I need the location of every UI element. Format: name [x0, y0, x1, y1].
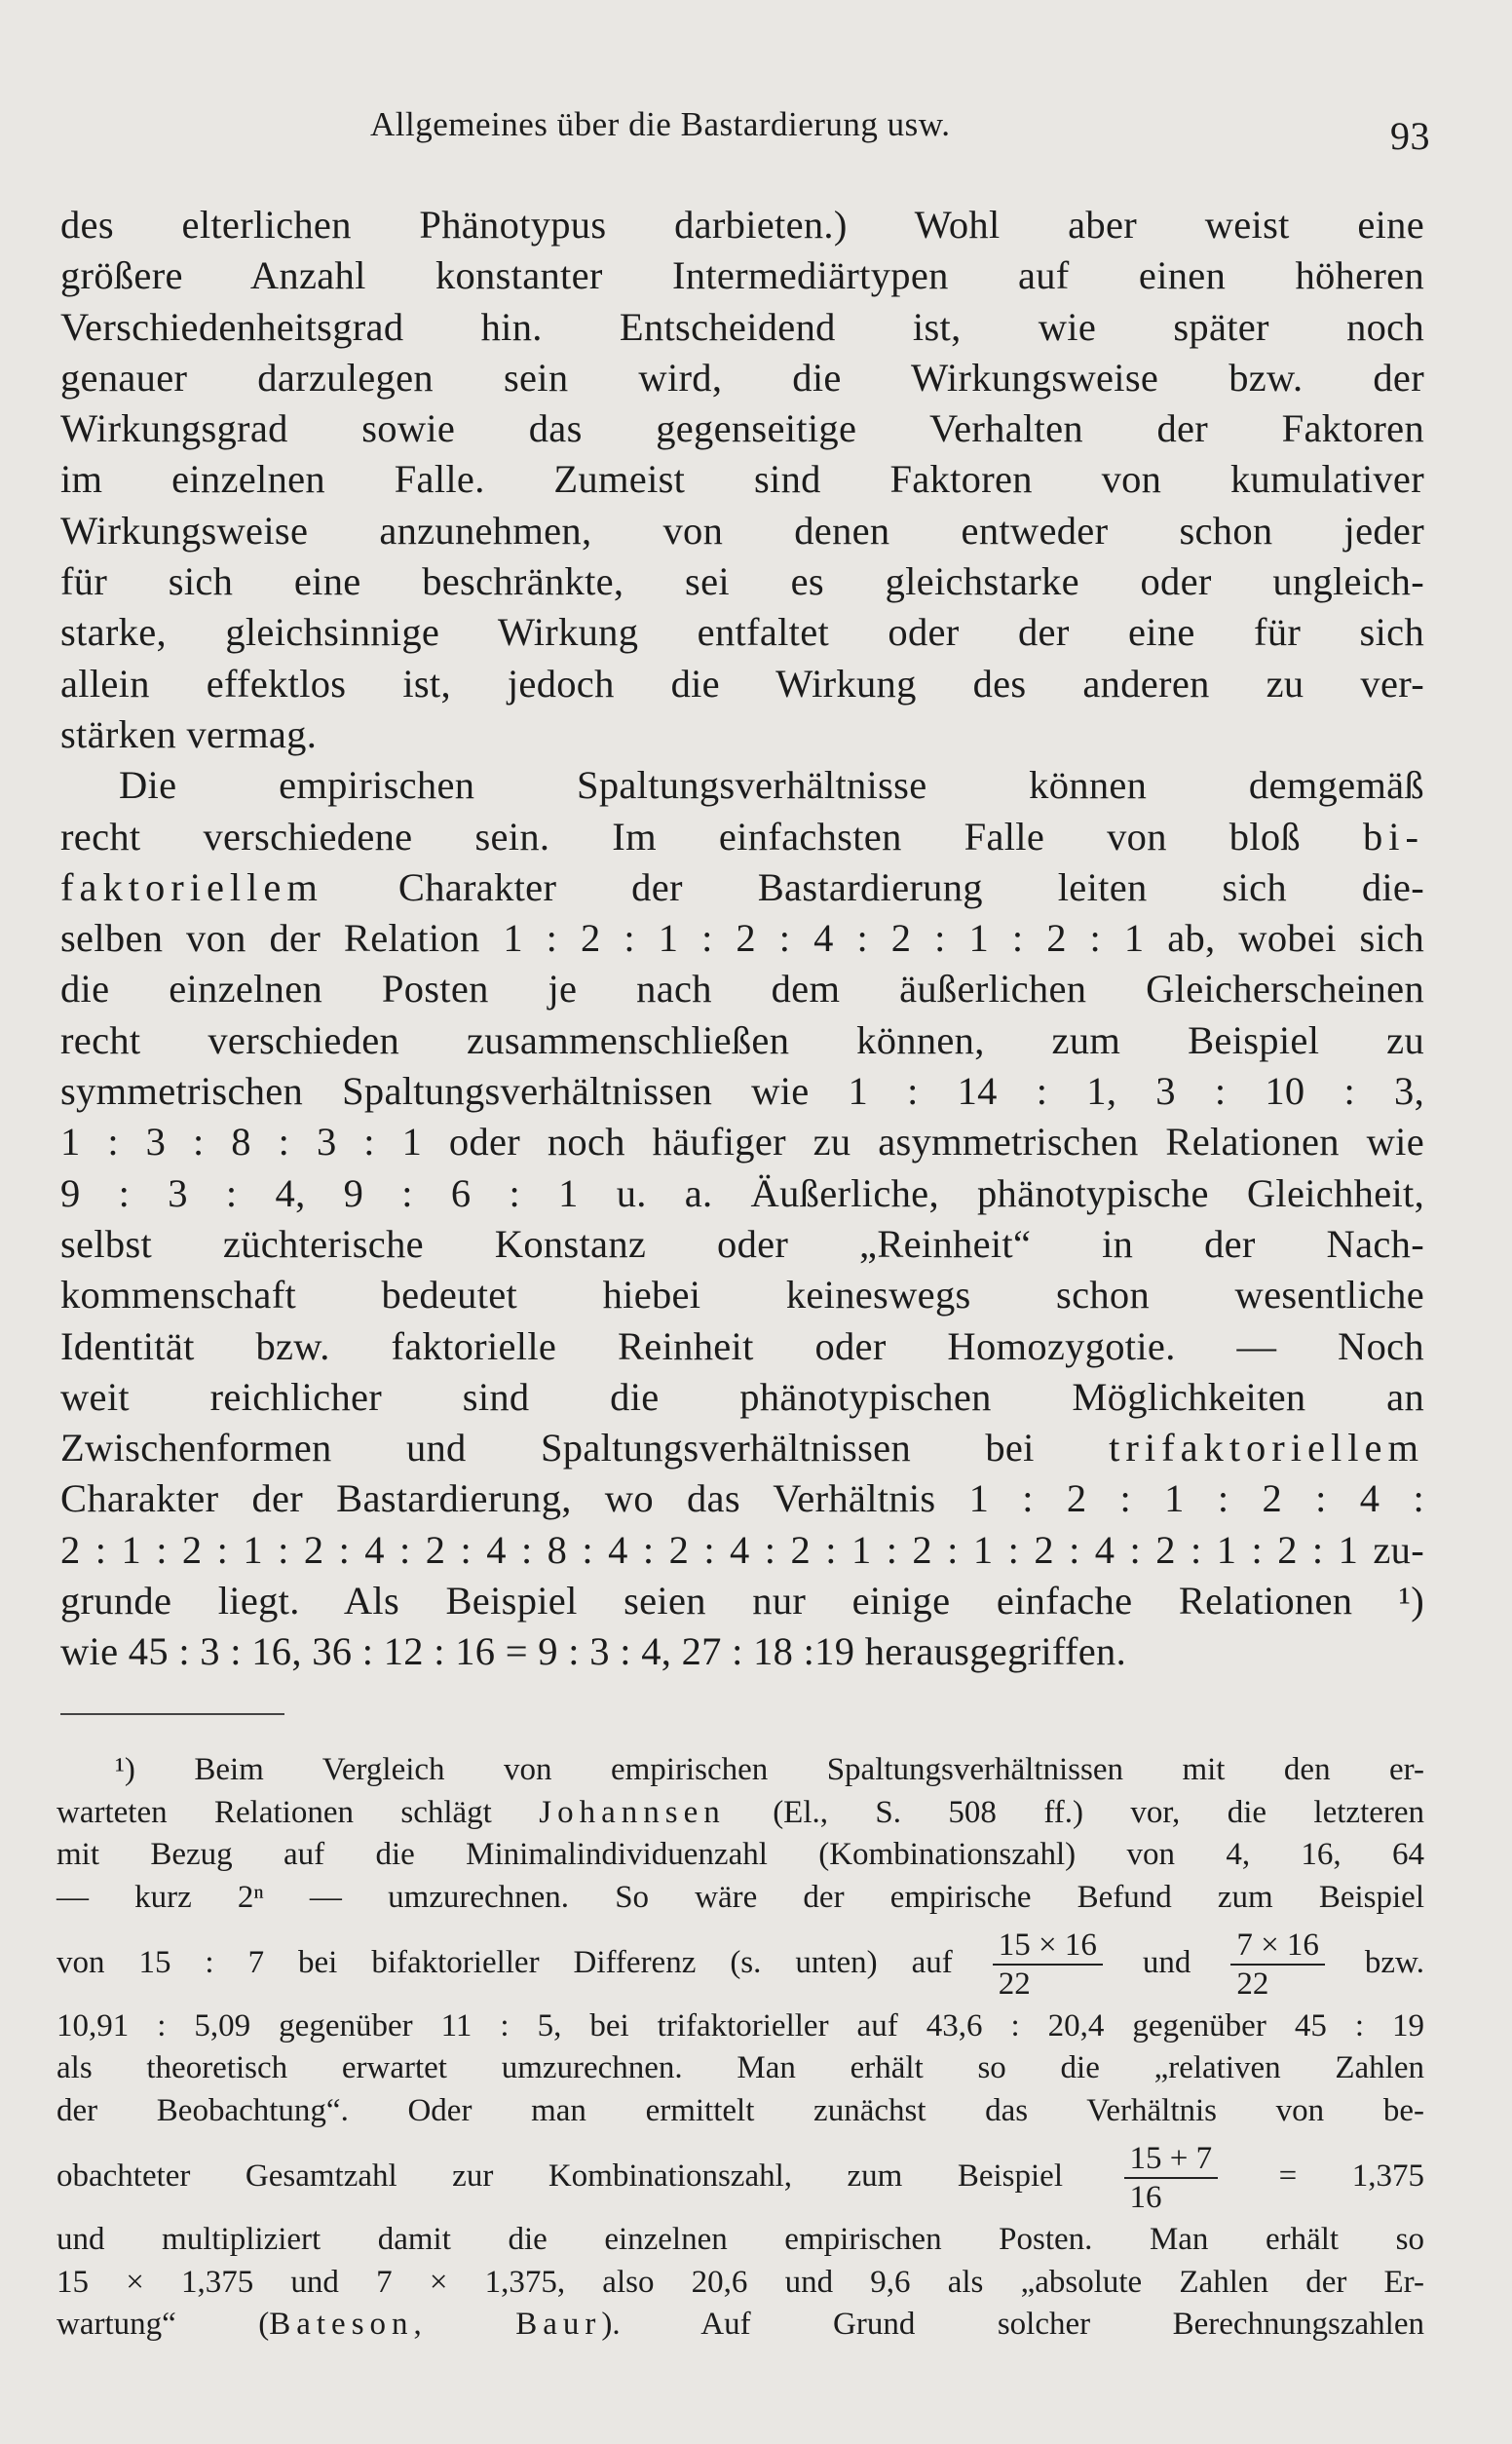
- text-segment: recht verschiedene sein. Im einfachsten Falle von bloß: [60, 814, 1301, 859]
- spaced-term: bi-: [1363, 814, 1424, 859]
- text-line: Wirkungsweise anzunehmen, von denen entweder schon jeder: [60, 508, 1424, 553]
- main-text: [60, 200, 1424, 1678]
- text-segment: ). Auf Grund solcher Berechnungszahlen: [601, 2307, 1424, 2343]
- running-header: [370, 105, 1442, 158]
- text-line: größere Anzahl konstanter Intermediärtypen auf einen höheren: [60, 253, 1424, 298]
- footnote-line: 10,91 : 5,09 gegenüber 11 : 5, bei trifaktorieller auf 43,6 : 20,4 gegenüber 45 : 19: [57, 2007, 1424, 2043]
- text-line: selbst züchterische Konstanz oder „Reinheit“ in der Nach-: [60, 1221, 1424, 1266]
- text-segment: Charakter der Bastardierung leiten sich die-: [397, 864, 1424, 909]
- denominator: 22: [1236, 1967, 1269, 2003]
- text-line: 9 : 3 : 4, 9 : 6 : 1 u. a. Äußerliche, phänotypische Gleichheit,: [60, 1170, 1424, 1215]
- page-number: 93: [1390, 114, 1430, 158]
- text-line: des elterlichen Phänotypus darbieten.) Wohl aber weist eine: [60, 203, 1424, 247]
- numerator: 7 × 16: [1230, 1927, 1325, 1966]
- text-segment: und: [1142, 1944, 1191, 1980]
- text-line: selben von der Relation 1 : 2 : 1 : 2 : 4 : 2 : 1 : 2 : 1 ab, wobei sich: [60, 916, 1424, 961]
- text-line: wie 45 : 3 : 16, 36 : 12 : 16 = 9 : 3 : 4, 27 : 18 :19 herausgegriffen.: [60, 1629, 1127, 1674]
- text-segment: = 1,375: [1278, 2158, 1424, 2194]
- text-segment: wartung“ (: [57, 2307, 270, 2343]
- running-title: Allgemeines über die Bastardierung usw.: [370, 105, 951, 143]
- text-line: im einzelnen Falle. Zumeist sind Faktoren von kumulativer: [60, 457, 1424, 502]
- denominator: 16: [1129, 2180, 1162, 2216]
- footnote-line: [57, 2304, 1424, 2347]
- footnote-line: als theoretisch erwartet umzurechnen. Man erhält so die „relativen Zahlen: [57, 2050, 1424, 2086]
- paragraph-start-line: Die empirischen Spaltungsverhältnisse können demgemäß: [119, 763, 1424, 808]
- footnote-divider: [60, 1713, 284, 1715]
- fraction: [1230, 1927, 1325, 2003]
- footnote-line: [57, 1792, 1424, 1835]
- text-line: symmetrischen Spaltungsverhältnissen wie 1 : 14 : 1, 3 : 10 : 3,: [60, 1069, 1424, 1114]
- text-line: [60, 812, 1424, 862]
- text-line: Wirkungsgrad sowie das gegenseitige Verhalten der Faktoren: [60, 406, 1424, 451]
- text-line: Verschiedenheitsgrad hin. Entscheidend ist, wie später noch: [60, 304, 1424, 349]
- fraction: [1124, 2140, 1219, 2216]
- text-line: Charakter der Bastardierung, wo das Verhältnis 1 : 2 : 1 : 2 : 4 :: [60, 1476, 1424, 1521]
- footnote-line: — kurz 2ⁿ — umzurechnen. So wäre der empirische Befund zum Beispiel: [57, 1880, 1424, 1916]
- spaced-term: faktoriellem: [60, 864, 323, 909]
- footnote-line-with-fractions: [57, 1920, 1424, 2005]
- text-segment: (El., S. 508 ff.) vor, die letzteren: [773, 1794, 1425, 1830]
- text-line: für sich eine beschränkte, sei es gleichstarke oder ungleich-: [60, 559, 1424, 604]
- text-segment: warteten Relationen schlägt: [57, 1794, 492, 1830]
- text-line: 2 : 1 : 2 : 1 : 2 : 4 : 2 : 4 : 8 : 4 : 2 : 4 : 2 : 1 : 2 : 1 : 2 : 4 : 2 : 1 : 2 : 1 zu-: [60, 1527, 1424, 1572]
- text-line: weit reichlicher sind die phänotypischen Möglichkeiten an: [60, 1374, 1424, 1419]
- text-line: 1 : 3 : 8 : 3 : 1 oder noch häufiger zu asymmetrischen Relationen wie: [60, 1120, 1424, 1165]
- author-name: Johannsen: [539, 1794, 726, 1830]
- denominator: 22: [998, 1967, 1031, 2003]
- text-line: Identität bzw. faktorielle Reinheit oder Homozygotie. — Noch: [60, 1323, 1424, 1368]
- text-line: starke, gleichsinnige Wirkung entfaltet oder der eine für sich: [60, 610, 1424, 655]
- text-line: [60, 1423, 1424, 1473]
- text-line: recht verschieden zusammenschließen können, zum Beispiel zu: [60, 1017, 1424, 1062]
- text-line: die einzelnen Posten je nach dem äußerlichen Gleicherscheinen: [60, 967, 1424, 1012]
- footnote: [57, 1749, 1424, 2347]
- spaced-term: trifaktoriellem: [1109, 1426, 1424, 1470]
- fraction: [993, 1927, 1103, 2003]
- text-segment: Zwischenformen und Spaltungsverhältnissen bei: [60, 1426, 1035, 1470]
- text-line: [60, 862, 1424, 913]
- footnote-line-with-fraction: [57, 2133, 1424, 2219]
- text-segment: obachteter Gesamtzahl zur Kombinationszahl, zum Beispiel: [57, 2158, 1063, 2194]
- text-line: kommenschaft bedeutet hiebei keineswegs schon wesentliche: [60, 1273, 1424, 1317]
- text-line: stärken vermag.: [60, 711, 318, 756]
- footnote-line: ¹) Beim Vergleich von empirischen Spaltungsverhältnissen mit den er-: [115, 1752, 1424, 1787]
- text-segment: von 15 : 7 bei bifaktorieller Differenz (s. unten) auf: [57, 1944, 953, 1980]
- text-segment: bzw.: [1364, 1944, 1424, 1980]
- footnote-line: und multipliziert damit die einzelnen empirischen Posten. Man erhält so: [57, 2221, 1424, 2257]
- footnote-line: der Beobachtung“. Oder man ermittelt zunächst das Verhältnis von be-: [57, 2093, 1424, 2129]
- text-line: genauer darzulegen sein wird, die Wirkungsweise bzw. der: [60, 355, 1424, 400]
- text-line: grunde liegt. Als Beispiel seien nur einige einfache Relationen ¹): [60, 1579, 1424, 1623]
- author-names: Bateson, Baur: [269, 2307, 602, 2343]
- text-line: allein effektlos ist, jedoch die Wirkung des anderen zu ver-: [60, 661, 1424, 706]
- footnote-line: mit Bezug auf die Minimalindividuenzahl (Kombinationszahl) von 4, 16, 64: [57, 1837, 1424, 1873]
- numerator: 15 × 16: [993, 1927, 1103, 1966]
- footnote-line: 15 × 1,375 und 7 × 1,375, also 20,6 und 9,6 als „absolute Zahlen der Er-: [57, 2264, 1424, 2300]
- numerator: 15 + 7: [1124, 2140, 1219, 2179]
